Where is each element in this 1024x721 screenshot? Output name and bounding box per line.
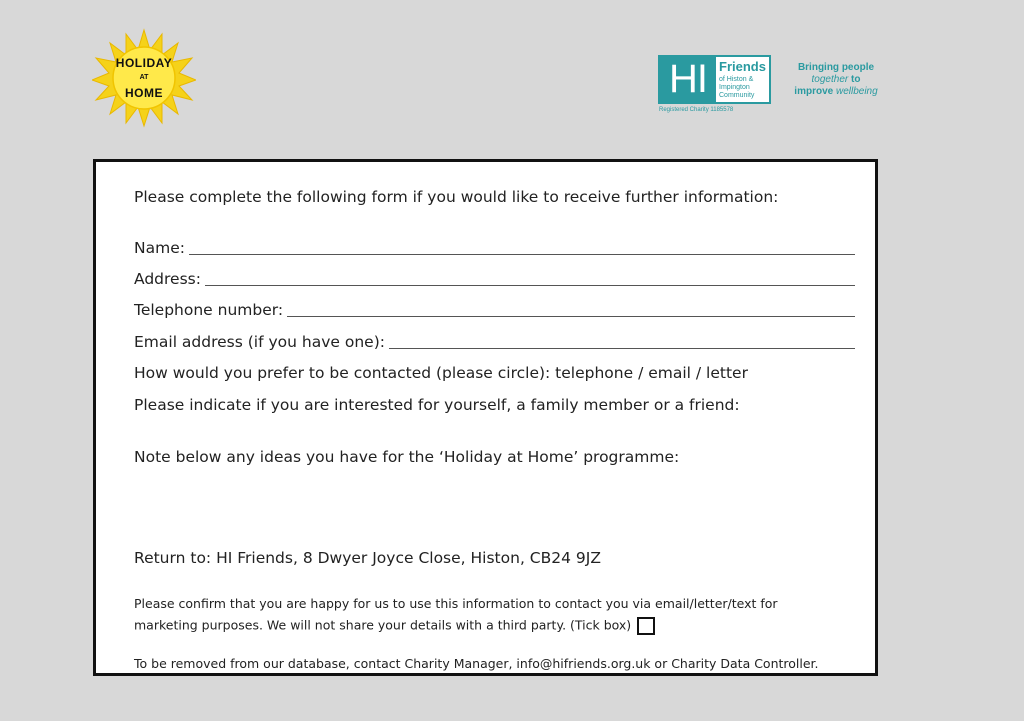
consent-line2: marketing purposes. We will not share your details with a third party. (Tick box) bbox=[134, 617, 632, 633]
tagline-together: together bbox=[811, 74, 849, 85]
tagline-to: to bbox=[848, 74, 861, 85]
information-request-form bbox=[93, 159, 878, 676]
tagline-improve: improve bbox=[794, 86, 836, 97]
name-label: Name: bbox=[134, 239, 185, 257]
email-label: Email address (if you have one): bbox=[134, 333, 385, 351]
ideas-prompt: Note below any ideas you have for the ‘Holiday at Home’ programme: bbox=[134, 448, 680, 466]
telephone-field[interactable] bbox=[287, 300, 855, 317]
consent-line2-row bbox=[134, 617, 655, 635]
return-address: Return to: HI Friends, 8 Dwyer Joyce Close, Histon, CB24 9JZ bbox=[134, 549, 601, 567]
interest-question: Please indicate if you are interested for yourself, a family member or a friend: bbox=[134, 396, 740, 414]
form-intro: Please complete the following form if you would like to receive further information: bbox=[134, 188, 779, 206]
tagline-line3 bbox=[781, 86, 891, 98]
consent-tick-box[interactable] bbox=[637, 617, 655, 635]
address-label: Address: bbox=[134, 270, 201, 288]
registered-charity-number: Registered Charity 1185578 bbox=[659, 107, 734, 113]
holiday-at-home-logo bbox=[92, 28, 196, 128]
hi-logo-sub3: Community bbox=[719, 92, 755, 99]
tagline-wellbeing: wellbeing bbox=[835, 86, 878, 97]
logo-text-home: HOME bbox=[125, 86, 163, 100]
logo-text-at: AT bbox=[139, 74, 149, 81]
removal-notice: To be removed from our database, contact Charity Manager, info@hifriends.org.uk or Charity Data Controller. bbox=[134, 656, 819, 671]
email-field-row bbox=[134, 332, 855, 351]
address-field-row bbox=[134, 269, 855, 288]
logo-text-holiday: HOLIDAY bbox=[115, 56, 173, 70]
tagline-line1: Bringing people bbox=[797, 62, 875, 73]
address-field[interactable] bbox=[205, 269, 855, 286]
contact-preference-question: How would you prefer to be contacted (please circle): telephone / email / letter bbox=[134, 364, 748, 382]
telephone-field-row bbox=[134, 300, 855, 319]
consent-line1: Please confirm that you are happy for us to use this information to contact you via email/letter/text for bbox=[134, 596, 778, 611]
name-field[interactable] bbox=[189, 238, 855, 255]
name-field-row bbox=[134, 238, 855, 257]
hi-logo-mark: HI bbox=[660, 57, 716, 102]
hi-logo-name: Friends bbox=[719, 59, 766, 74]
hi-logo-sub2: Impington bbox=[719, 84, 750, 91]
hi-friends-logo-box bbox=[658, 55, 771, 104]
telephone-label: Telephone number: bbox=[134, 301, 284, 319]
email-field[interactable] bbox=[389, 332, 855, 349]
hi-friends-logo bbox=[658, 55, 888, 117]
hi-logo-sub1: of Histon & bbox=[719, 76, 754, 83]
tagline-line2 bbox=[781, 74, 891, 86]
